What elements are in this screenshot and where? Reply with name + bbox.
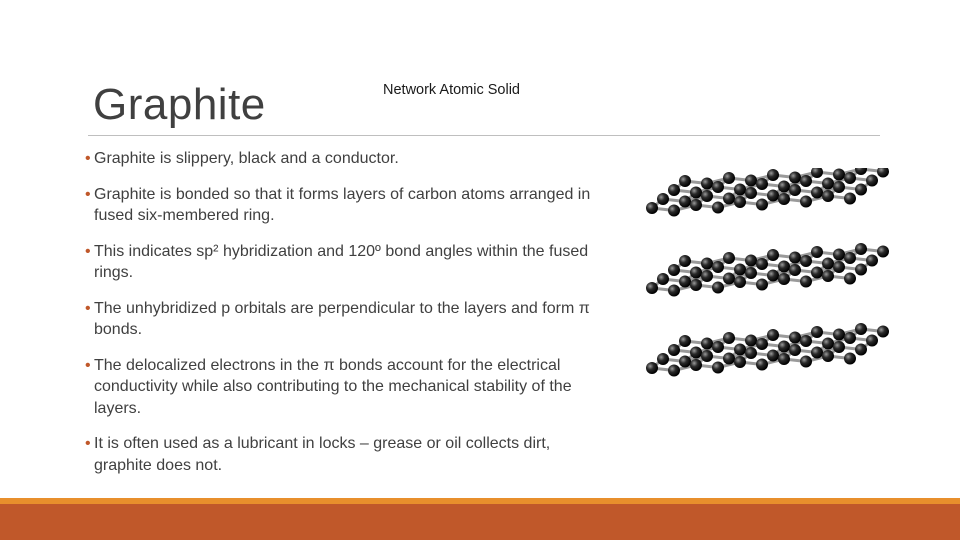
bullet-icon: • (85, 150, 91, 167)
carbon-atom (778, 273, 790, 285)
carbon-atom (745, 187, 757, 199)
carbon-atom (822, 178, 834, 190)
carbon-atom (767, 169, 779, 181)
carbon-atom (789, 344, 801, 356)
carbon-atom (800, 175, 812, 187)
bullet-list (86, 148, 606, 490)
carbon-atom (822, 258, 834, 270)
carbon-atom (657, 273, 669, 285)
carbon-atom (723, 332, 735, 344)
bullet-item: • This indicates sp² hybridization and 120º bond angles within the fused rings. (85, 242, 589, 281)
carbon-atom (822, 350, 834, 362)
carbon-atom (657, 193, 669, 205)
carbon-atom (679, 335, 691, 347)
carbon-atom (734, 276, 746, 288)
carbon-atom (646, 282, 658, 294)
carbon-atom (756, 178, 768, 190)
carbon-atom (811, 326, 823, 338)
carbon-atom (767, 350, 779, 362)
carbon-atom (778, 181, 790, 193)
carbon-atom (756, 359, 768, 371)
bullet-icon: • (85, 242, 91, 260)
carbon-atom (668, 264, 680, 276)
carbon-atom (767, 249, 779, 261)
carbon-atom (789, 264, 801, 276)
carbon-atom (800, 276, 812, 288)
carbon-atom (734, 184, 746, 196)
bullet-item: • The unhybridized p orbitals are perpendicular to the layers and form π bonds. (85, 299, 590, 338)
carbon-atom (668, 184, 680, 196)
carbon-atom (690, 199, 702, 211)
carbon-atom (800, 196, 812, 208)
carbon-atom (734, 344, 746, 356)
carbon-atom (800, 356, 812, 368)
carbon-atom (701, 190, 713, 202)
carbon-atom (668, 205, 680, 217)
carbon-atom (734, 356, 746, 368)
footer-accent-stripe (0, 498, 960, 504)
carbon-atom (811, 187, 823, 199)
carbon-atom (712, 202, 724, 214)
carbon-atom (668, 365, 680, 377)
carbon-atom (690, 187, 702, 199)
carbon-atom (844, 332, 856, 344)
carbon-atom (712, 261, 724, 273)
carbon-atom (767, 329, 779, 341)
carbon-atom (723, 193, 735, 205)
graphite-layers (646, 168, 889, 377)
carbon-atom (723, 273, 735, 285)
carbon-atom (800, 335, 812, 347)
carbon-atom (723, 172, 735, 184)
bullet-icon: • (85, 185, 91, 203)
slide-subtitle: Network Atomic Solid (383, 82, 520, 98)
title-divider (88, 135, 880, 136)
carbon-atom (668, 344, 680, 356)
carbon-atom (646, 362, 658, 374)
carbon-atom (712, 362, 724, 374)
carbon-atom (811, 246, 823, 258)
carbon-atom (866, 255, 878, 267)
carbon-atom (778, 341, 790, 353)
carbon-atom (679, 196, 691, 208)
carbon-atom (866, 175, 878, 187)
bullet-icon: • (85, 299, 91, 317)
carbon-atom (734, 196, 746, 208)
carbon-atom (833, 329, 845, 341)
carbon-atom (756, 199, 768, 211)
bullet-item: • Graphite is slippery, black and a conductor. (86, 148, 606, 170)
carbon-atom (712, 282, 724, 294)
carbon-atom (877, 168, 889, 178)
carbon-atom (723, 252, 735, 264)
carbon-atom (822, 190, 834, 202)
carbon-atom (679, 255, 691, 267)
carbon-atom (745, 175, 757, 187)
carbon-atom (701, 178, 713, 190)
carbon-atom (756, 338, 768, 350)
carbon-atom (734, 264, 746, 276)
carbon-atom (833, 181, 845, 193)
carbon-atom (877, 326, 889, 338)
carbon-atom (789, 332, 801, 344)
carbon-atom (833, 341, 845, 353)
carbon-atom (767, 270, 779, 282)
carbon-atom (778, 193, 790, 205)
carbon-atom (679, 276, 691, 288)
carbon-atom (789, 172, 801, 184)
carbon-atom (690, 279, 702, 291)
carbon-atom (855, 264, 867, 276)
bullet-icon: • (85, 435, 91, 452)
footer-band (0, 498, 960, 540)
carbon-atom (844, 172, 856, 184)
slide-title: Graphite (93, 80, 266, 129)
carbon-atom (701, 258, 713, 270)
carbon-atom (756, 279, 768, 291)
carbon-atom (789, 184, 801, 196)
carbon-atom (844, 252, 856, 264)
carbon-atom (866, 335, 878, 347)
carbon-atom (712, 341, 724, 353)
carbon-atom (745, 335, 757, 347)
carbon-atom (701, 270, 713, 282)
carbon-atom (800, 255, 812, 267)
graphite-layers-icon (640, 168, 890, 390)
carbon-atom (701, 350, 713, 362)
carbon-atom (789, 252, 801, 264)
carbon-atom (877, 246, 889, 258)
bullet-item: • It is often used as a lubricant in locks – grease or oil collects dirt, graphite does not. (85, 435, 551, 474)
carbon-atom (690, 267, 702, 279)
carbon-atom (767, 190, 779, 202)
carbon-atom (745, 255, 757, 267)
carbon-atom (855, 184, 867, 196)
carbon-atom (646, 202, 658, 214)
carbon-atom (657, 353, 669, 365)
carbon-atom (833, 169, 845, 181)
carbon-atom (778, 261, 790, 273)
carbon-atom (855, 344, 867, 356)
carbon-atom (745, 347, 757, 359)
carbon-atom (668, 285, 680, 297)
carbon-atom (833, 261, 845, 273)
carbon-atom (745, 267, 757, 279)
bullet-icon: • (85, 356, 91, 374)
carbon-atom (855, 323, 867, 335)
carbon-atom (855, 243, 867, 255)
carbon-atom (690, 347, 702, 359)
carbon-atom (690, 359, 702, 371)
carbon-atom (844, 193, 856, 205)
carbon-atom (679, 175, 691, 187)
carbon-atom (723, 353, 735, 365)
carbon-atom (833, 249, 845, 261)
carbon-atom (844, 273, 856, 285)
carbon-atom (701, 338, 713, 350)
carbon-atom (844, 353, 856, 365)
carbon-atom (679, 356, 691, 368)
carbon-atom (811, 267, 823, 279)
carbon-atom (811, 347, 823, 359)
carbon-atom (712, 181, 724, 193)
carbon-atom (778, 353, 790, 365)
bullet-item: • The delocalized electrons in the π bonds account for the electrical conductivity while also contributing to the mechanical stability of the layers. (85, 356, 572, 417)
bullet-item: • Graphite is bonded so that it forms layers of carbon atoms arranged in fused six-membered ring. (85, 185, 591, 224)
carbon-atom (822, 270, 834, 282)
carbon-atom (756, 258, 768, 270)
carbon-atom (822, 338, 834, 350)
